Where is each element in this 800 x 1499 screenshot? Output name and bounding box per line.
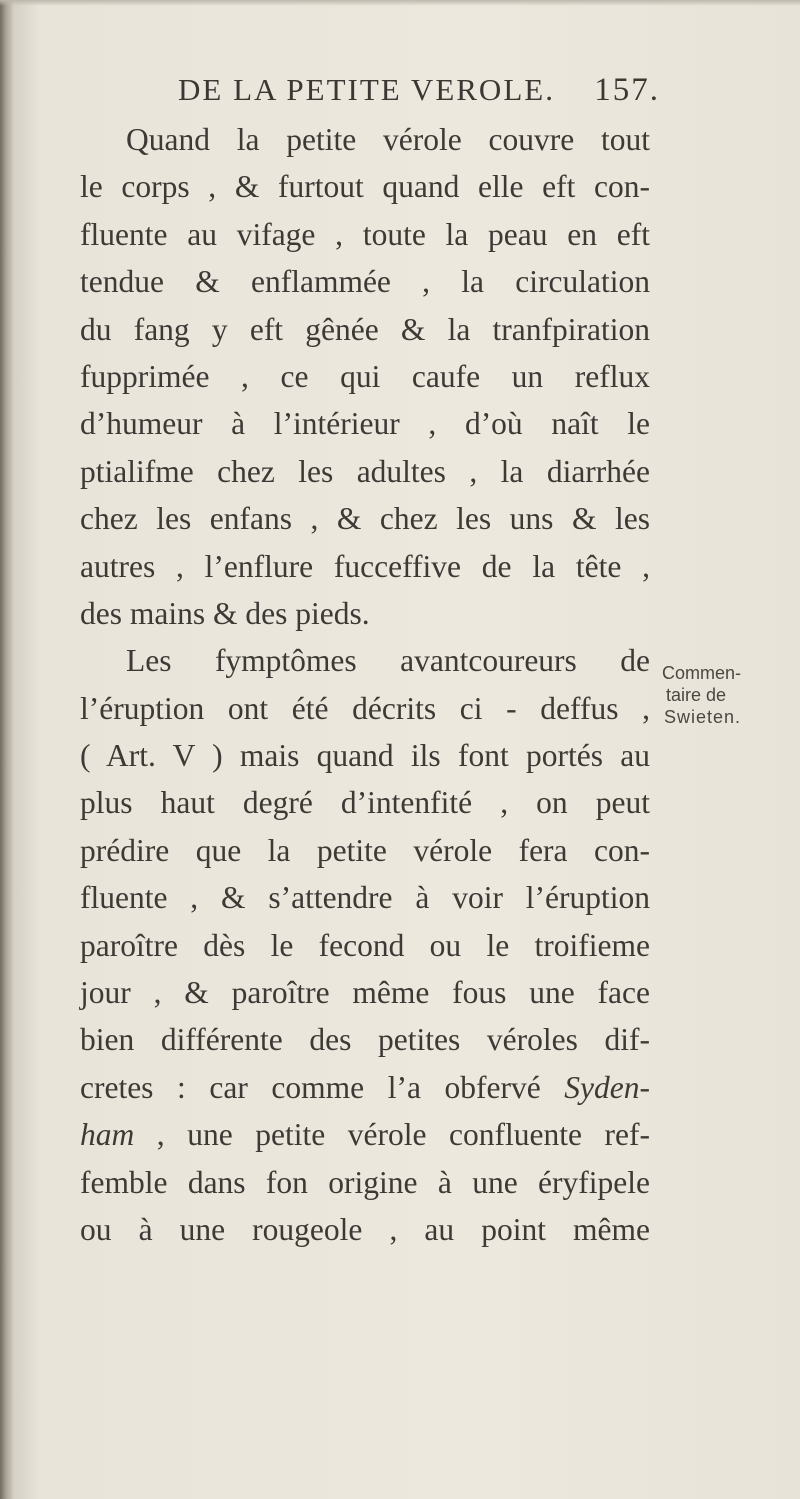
text-line: femble dans fon origine à une éryfipele	[80, 1164, 650, 1200]
running-title: DE LA PETITE VEROLE.	[178, 72, 555, 107]
text-segment: cretes : car comme l’a obfervé	[80, 1069, 565, 1105]
text-line: autres , l’enflure fucceffive de la tête ,	[80, 548, 650, 584]
author-name-italic: ham	[80, 1117, 135, 1153]
text-line: jour , & paroître même fous une face	[80, 975, 650, 1011]
text-line: le corps , & furtout quand elle eft con-	[80, 169, 650, 205]
author-name-italic: Syden-	[564, 1069, 650, 1105]
marginal-note-line: Commen-	[662, 663, 742, 683]
text-line: ou à une rougeole , au point même	[80, 1211, 650, 1247]
page-header	[170, 64, 660, 120]
text-line: Quand la petite vérole couvre tout	[126, 122, 650, 157]
text-line: prédire que la petite vérole fera con-	[80, 832, 650, 868]
text-line	[80, 1064, 650, 1111]
marginal-note	[662, 662, 792, 728]
text-line: fluente au vifage , toute la peau en eft	[80, 216, 650, 252]
text-line: plus haut degré d’intenfité , on peut	[80, 785, 650, 821]
text-line: bien différente des petites véroles dif-	[80, 1022, 650, 1058]
text-line: chez les enfans , & chez les uns & les	[80, 501, 650, 537]
text-line: ( Art. V ) mais quand ils font portés au	[80, 738, 650, 774]
text-line: paroître dès le fecond ou le troifieme	[80, 927, 650, 963]
text-line: du fang y eft gênée & la tranfpiration	[80, 311, 650, 347]
text-line: Les fymptômes avantcoureurs de	[126, 643, 650, 679]
page-number: 157.	[594, 72, 660, 108]
text-line: d’humeur à l’intérieur , d’où naît le	[80, 406, 650, 442]
page-edge-shadow	[0, 0, 800, 6]
text-line	[80, 1111, 650, 1158]
marginal-note-line: taire de	[666, 685, 727, 705]
text-line: fupprimée , ce qui caufe un reflux	[80, 358, 650, 394]
text-segment: , une petite vérole confluente ref-	[134, 1117, 650, 1153]
text-line: des mains & des pieds.	[80, 595, 370, 631]
text-line: fluente , & s’attendre à voir l’éruption	[80, 880, 650, 916]
text-line: ptialifme chez les adultes , la diarrhée	[80, 453, 650, 489]
marginal-note-line: Swieten.	[664, 707, 742, 727]
text-line: tendue & enflammée , la circulation	[80, 264, 650, 300]
text-line: l’éruption ont été décrits ci - deffus ,	[80, 690, 650, 726]
body-text	[80, 116, 650, 1253]
